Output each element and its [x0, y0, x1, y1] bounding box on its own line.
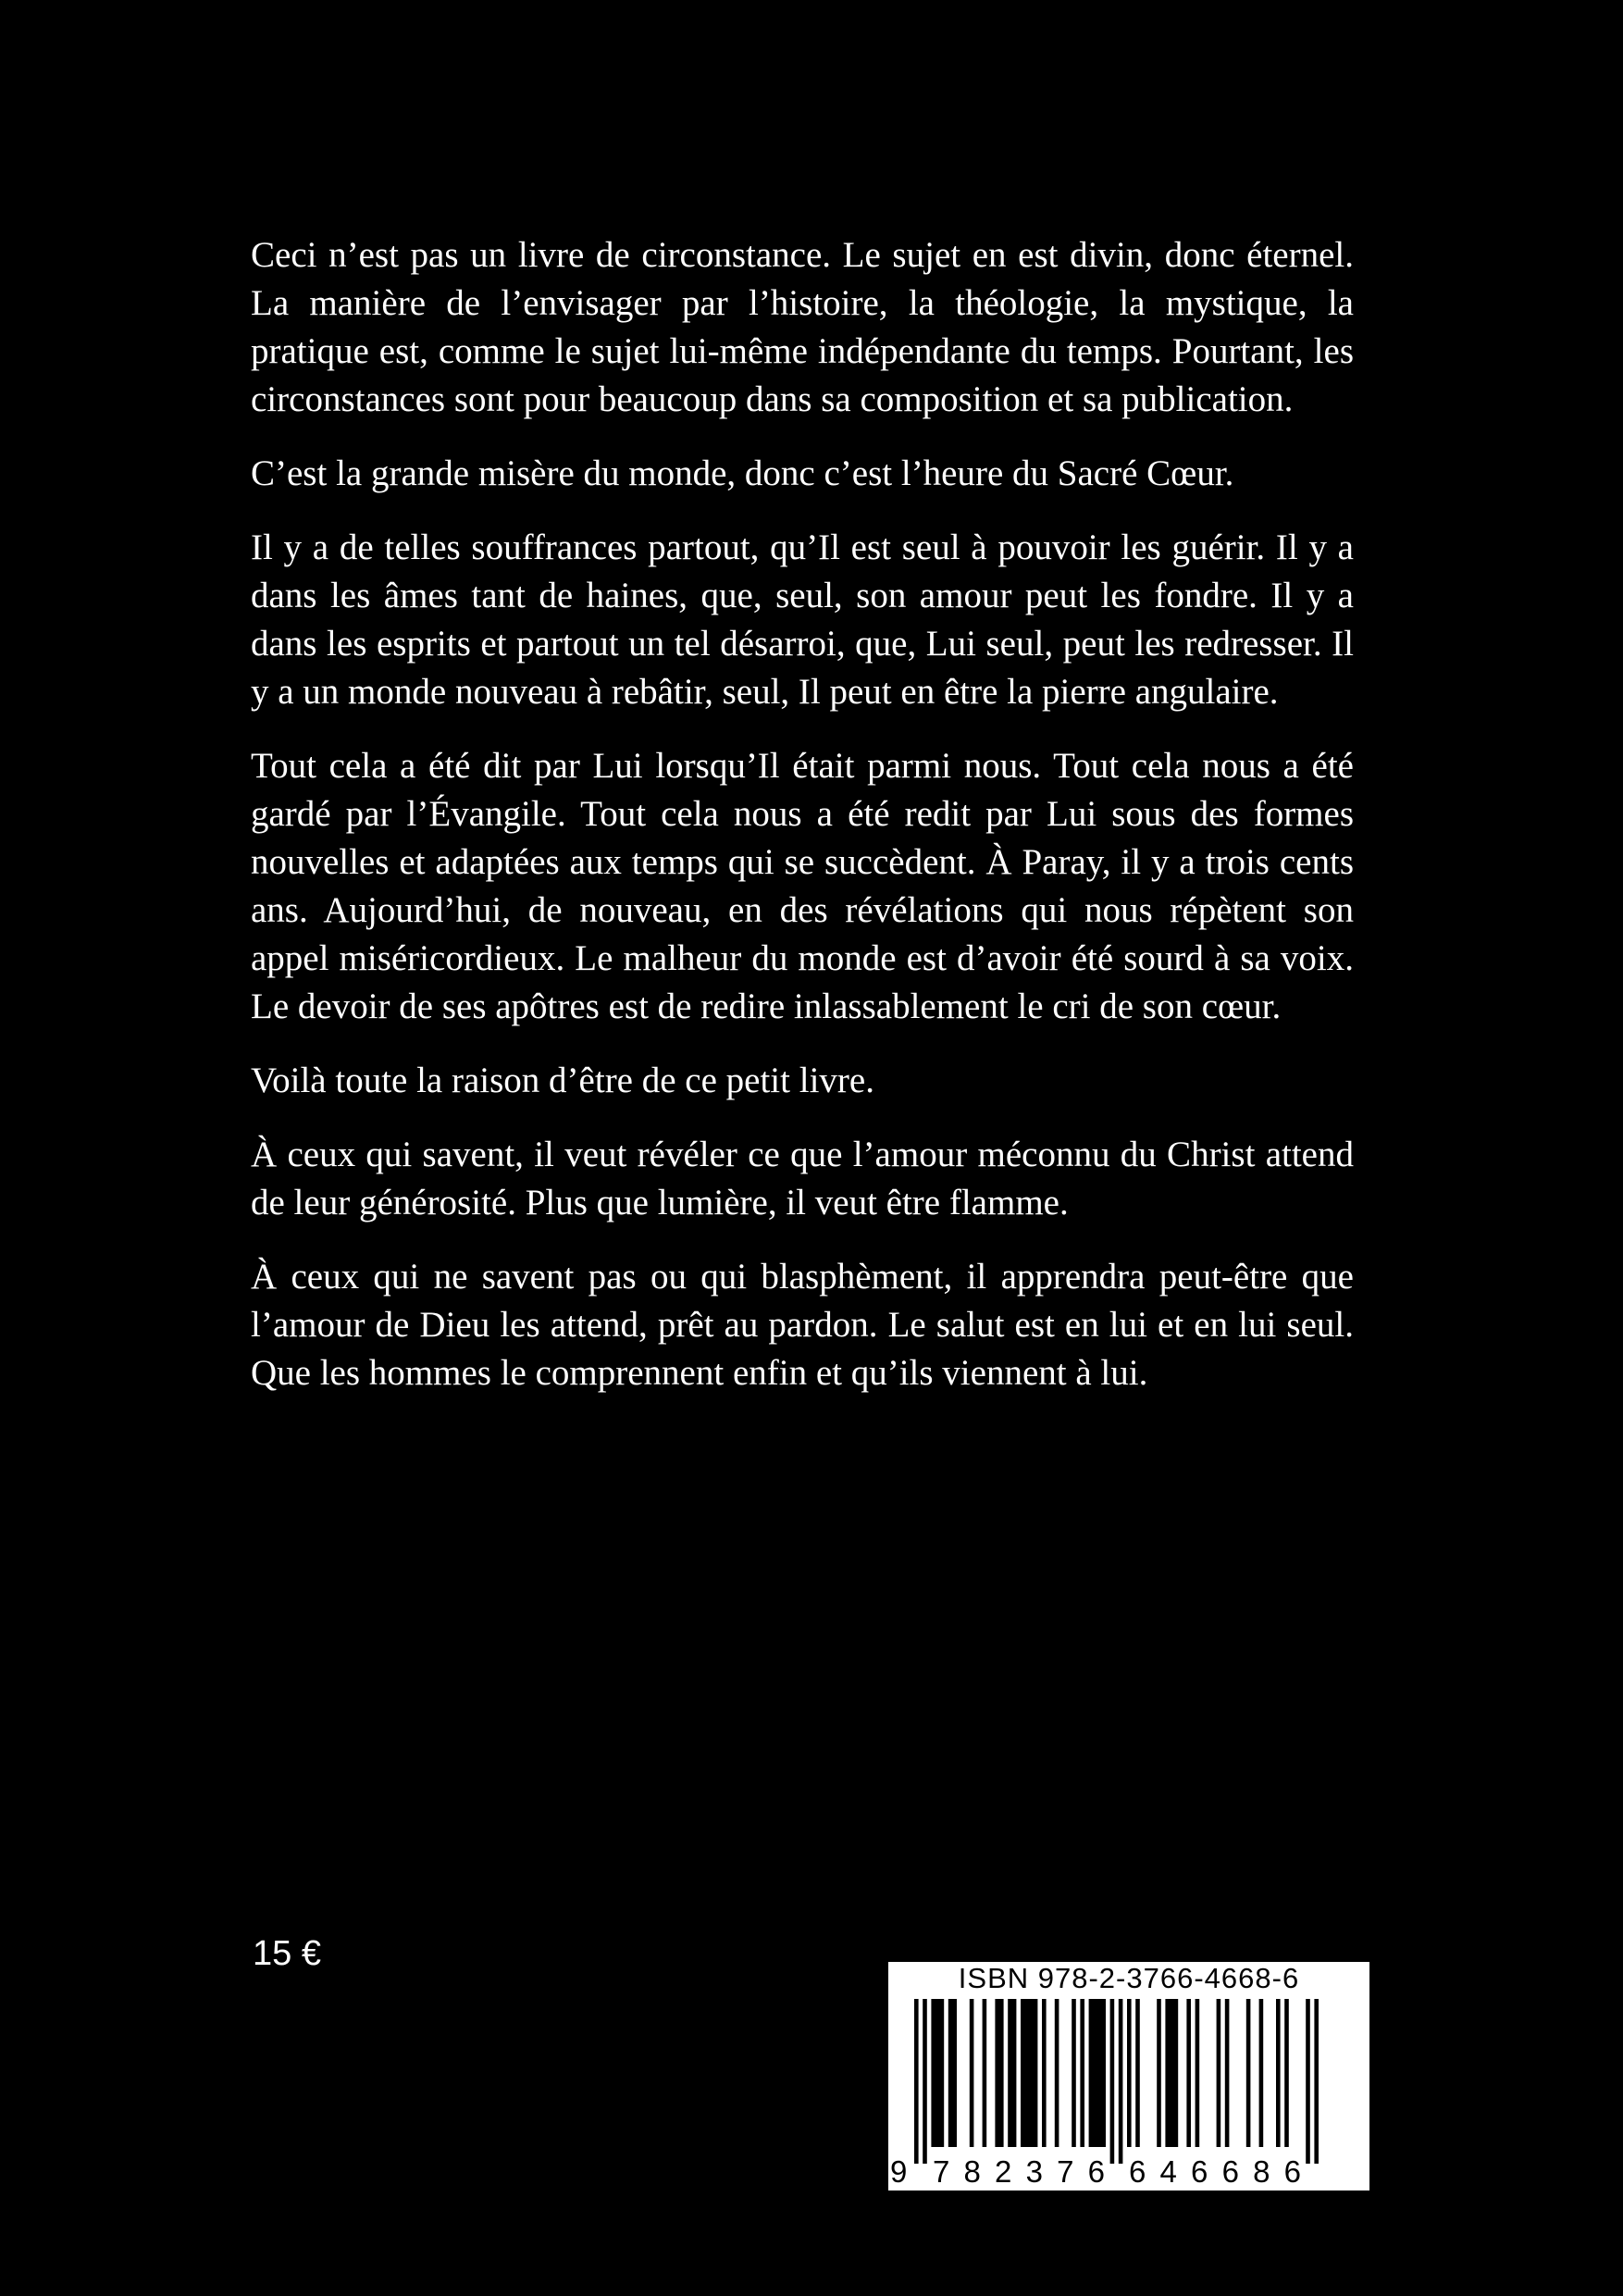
barcode-bar: [1225, 1999, 1230, 2147]
barcode-bar: [1259, 1999, 1264, 2147]
isbn-number: ISBN 978-2-3766-4668-6: [958, 1962, 1300, 1994]
blurb-paragraph: À ceux qui savent, il veut révéler ce que l’amour méconnu du Christ attend de leur générosité. Plus que lumière, il veut être flamme.: [251, 1135, 1354, 1222]
barcode-bar: [1284, 1999, 1289, 2147]
barcode-bar: [1021, 1999, 1037, 2147]
barcode-bar: [1042, 1999, 1047, 2147]
barcode-bar: [995, 1999, 1003, 2147]
barcode-bar: [1127, 1999, 1132, 2147]
barcode-guard-bar: [914, 1999, 919, 2164]
barcode-guard-bar: [1110, 1999, 1115, 2164]
barcode-right-digits: 646686: [1129, 2154, 1301, 2188]
barcode-left-digits: 782376: [933, 2154, 1105, 2188]
barcode-bar: [1196, 1999, 1200, 2147]
barcode-guard-bar: [1119, 1999, 1123, 2164]
barcode-bar: [970, 1999, 974, 2147]
barcode-bar: [1055, 1999, 1059, 2147]
barcode-bar: [1080, 1999, 1084, 2147]
barcode-bar: [1135, 1999, 1140, 2147]
isbn-barcode: [888, 1962, 1369, 2191]
barcode-bar: [1276, 1999, 1281, 2147]
barcode-bar: [1246, 1999, 1251, 2147]
barcode-bar: [1072, 1999, 1076, 2147]
blurb-paragraph: Voilà toute la raison d’être de ce petit livre.: [251, 1061, 874, 1100]
barcode-bar: [983, 1999, 987, 2147]
barcode-bar: [948, 1999, 957, 2147]
barcode-bar: [1165, 1999, 1178, 2147]
blurb-paragraph: Ceci n’est pas un livre de circonstance. Le sujet en est divin, donc éternel. La manière de l’envisager par l’histoire, la théologie, la mystique, la pratique est, comme le sujet lui-même indépendante du temps. Pourtant, les circonstances sont pour beaucoup dans sa composition et sa publication.: [251, 235, 1354, 419]
barcode-bars: [888, 1997, 1369, 2188]
barcode-guard-bar: [923, 1999, 927, 2164]
barcode-bar: [1008, 1999, 1016, 2147]
blurb-paragraph: C’est la grande misère du monde, donc c’est l’heure du Sacré Cœur.: [251, 453, 1234, 493]
back-cover-blurb: [251, 231, 1354, 1423]
barcode-guard-bar: [1314, 1999, 1319, 2164]
blurb-paragraph: À ceux qui ne savent pas ou qui blasphèment, il apprendra peut-être que l’amour de Dieu les attend, prêt au pardon. Le salut est en lui et en lui seul. Que les hommes le comprennent enfin et qu’ils viennent à lui.: [251, 1257, 1354, 1393]
barcode-bar: [1089, 1999, 1106, 2147]
barcode-lead-digit: 9: [890, 2154, 908, 2188]
blurb-paragraph: Il y a de telles souffrances partout, qu’Il est seul à pouvoir les guérir. Il y a dans les âmes tant de haines, que, seul, son amour peut les fondre. Il y a dans les esprits et partout un tel désarroi, que, Lui seul, peut les redresser. Il y a un monde nouveau à rebâtir, seul, Il peut en être la pierre angulaire.: [251, 527, 1354, 712]
barcode-bar: [1157, 1999, 1161, 2147]
barcode-bar: [1217, 1999, 1221, 2147]
barcode-bar: [1186, 1999, 1191, 2147]
blurb-paragraph: Tout cela a été dit par Lui lorsqu’Il était parmi nous. Tout cela nous a été gardé par l’Évangile. Tout cela nous a été redit par Lui sous des formes nouvelles et adaptées aux temps qui se succèdent. À Paray, il y a trois cents ans. Aujourd’hui, de nouveau, en des révélations qui nous répètent son appel miséricordieux. Le malheur du monde est d’avoir été sourd à sa voix. Le devoir de ses apôtres est de redire inlassablement le cri de son cœur.: [251, 746, 1354, 1026]
price-label: 15 €: [253, 1934, 321, 1973]
barcode-bar: [931, 1999, 944, 2147]
barcode-guard-bar: [1306, 1999, 1310, 2164]
